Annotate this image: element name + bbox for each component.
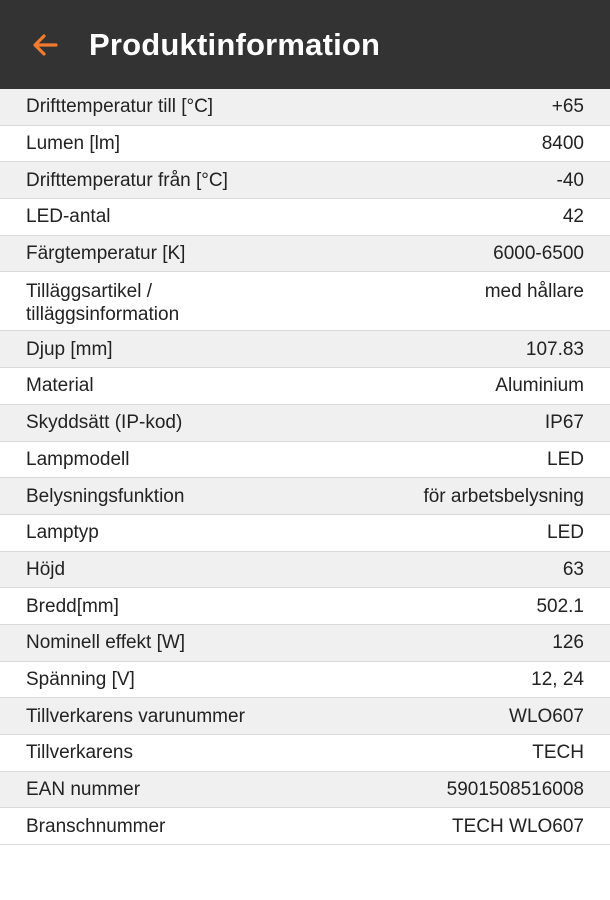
row-label: Djup [mm]: [26, 338, 113, 360]
row-label: Drifttemperatur från [°C]: [26, 169, 228, 191]
row-label: Spänning [V]: [26, 668, 135, 690]
row-value: 107.83: [525, 338, 584, 360]
table-row: [0, 808, 610, 845]
row-label: Bredd[mm]: [26, 595, 119, 617]
row-value: +65: [551, 96, 584, 118]
table-row: [0, 199, 610, 236]
row-value: 42: [562, 206, 584, 228]
product-info-table: [0, 89, 610, 845]
table-row: [0, 272, 610, 331]
table-row: [0, 405, 610, 442]
row-label: Branschnummer: [26, 815, 166, 837]
row-value: 12, 24: [531, 668, 584, 690]
table-row: [0, 515, 610, 552]
table-row: [0, 478, 610, 515]
row-label: Tilläggsartikel / tilläggsinformation: [26, 281, 180, 326]
table-row: [0, 662, 610, 699]
row-value: 126: [552, 632, 584, 654]
row-label: EAN nummer: [26, 779, 141, 801]
row-label: Tillverkarens: [26, 742, 133, 764]
row-value: TECH WLO607: [452, 815, 584, 837]
row-label: Belysningsfunktion: [26, 485, 185, 507]
row-label: LED-antal: [26, 206, 111, 228]
row-value: 5901508516008: [446, 779, 584, 801]
table-row: [0, 126, 610, 163]
page-title: Produktinformation: [89, 26, 381, 62]
arrow-left-icon: [30, 30, 60, 60]
row-value: med hållare: [484, 281, 584, 303]
row-value: för arbetsbelysning: [423, 485, 584, 507]
table-row: [0, 772, 610, 809]
row-label: Material: [26, 375, 94, 397]
row-label: Höjd: [26, 558, 66, 580]
row-value: LED: [547, 522, 584, 544]
row-label: Lumen [lm]: [26, 133, 120, 155]
row-label: Lampmodell: [26, 448, 130, 470]
table-row: [0, 735, 610, 772]
row-label: Lamptyp: [26, 522, 99, 544]
row-value: WLO607: [509, 705, 584, 727]
row-value: Aluminium: [495, 375, 584, 397]
row-value: 63: [562, 558, 584, 580]
row-value: TECH: [532, 742, 584, 764]
table-row: [0, 162, 610, 199]
row-value: LED: [547, 448, 584, 470]
table-row: [0, 442, 610, 479]
table-row: [0, 625, 610, 662]
row-value: 8400: [541, 133, 584, 155]
table-row: [0, 368, 610, 405]
row-label: Färgtemperatur [K]: [26, 243, 186, 265]
table-row: [0, 236, 610, 273]
table-row: [0, 698, 610, 735]
row-label: Skyddsätt (IP-kod): [26, 412, 183, 434]
table-row: [0, 552, 610, 589]
row-value: 502.1: [536, 595, 584, 617]
row-value: IP67: [544, 412, 584, 434]
table-row: [0, 588, 610, 625]
row-value: -40: [556, 169, 584, 191]
row-label: Drifttemperatur till [°C]: [26, 96, 214, 118]
row-label: Nominell effekt [W]: [26, 632, 186, 654]
app-bar: [0, 0, 610, 89]
row-label: Tillverkarens varunummer: [26, 705, 245, 727]
table-row: [0, 89, 610, 126]
back-button[interactable]: [28, 28, 62, 62]
table-row: [0, 331, 610, 368]
row-value: 6000-6500: [493, 243, 584, 265]
